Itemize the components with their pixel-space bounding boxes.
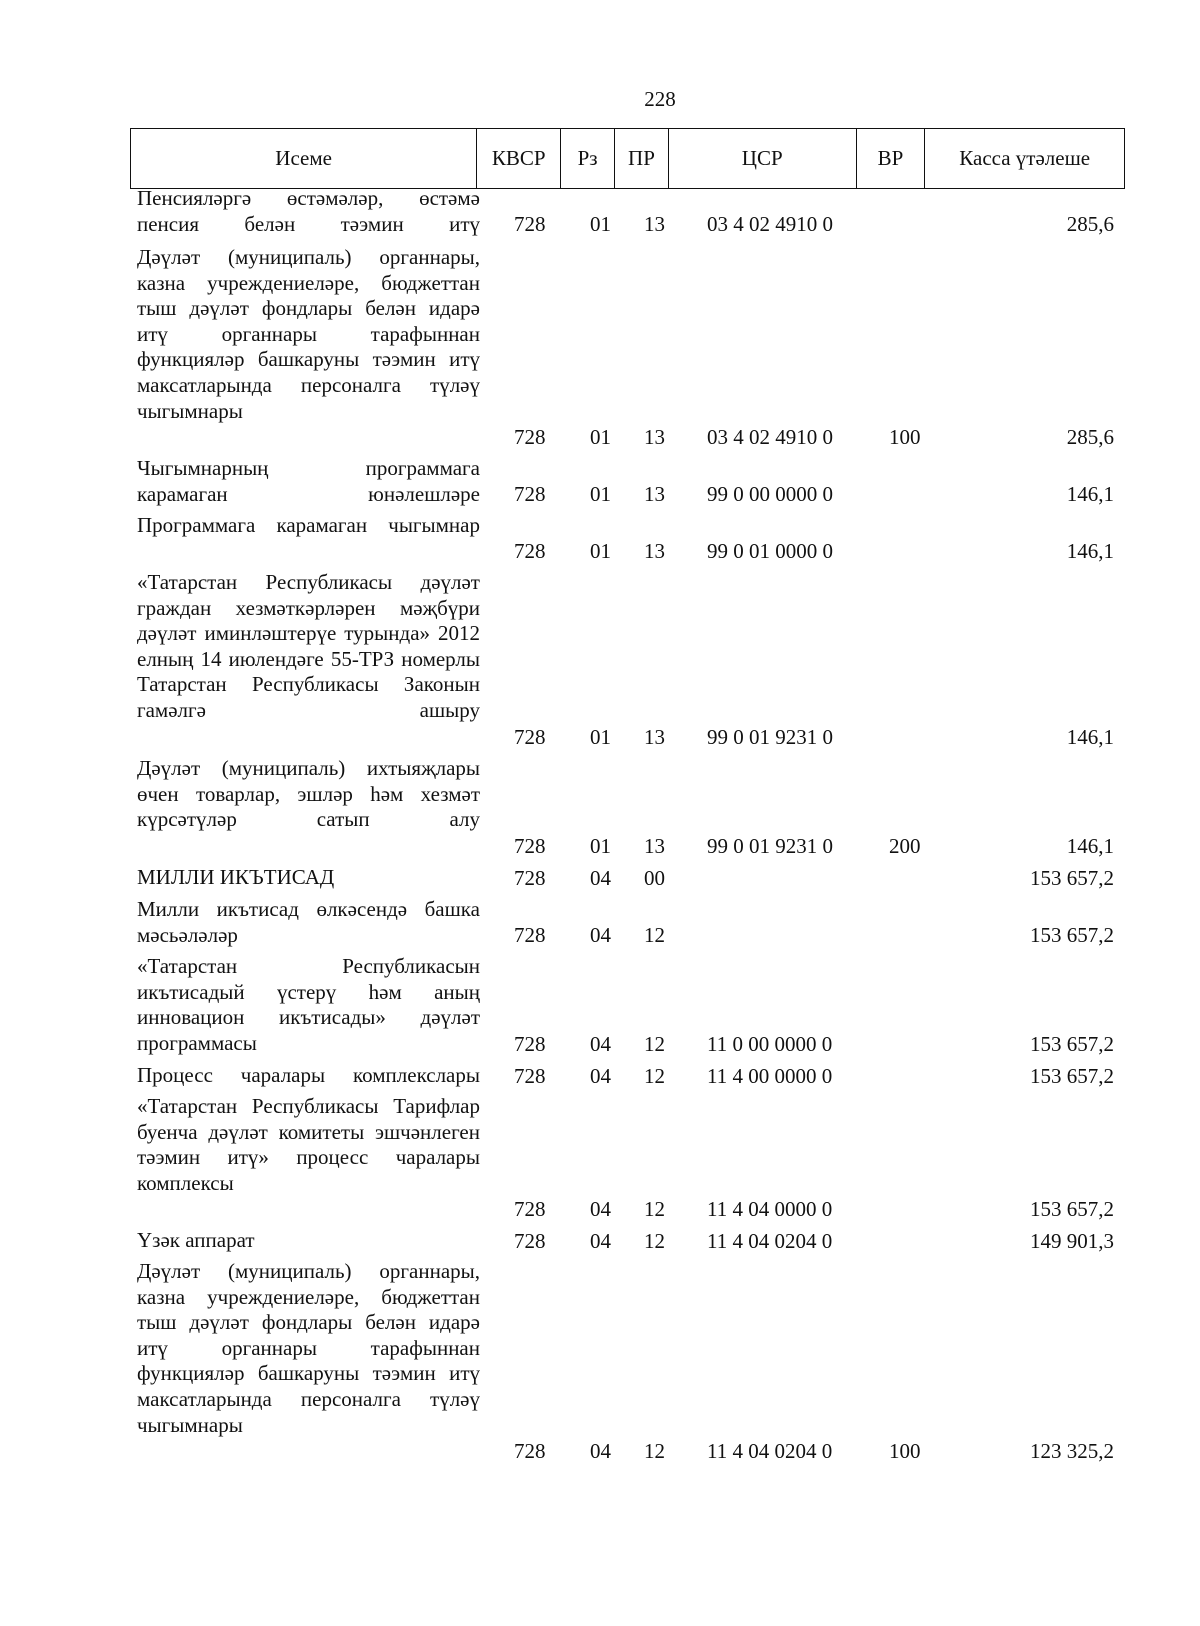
cell-csr: 99 0 01 0000 0 (707, 539, 833, 563)
row-name: Пенсияләргә өстәмәләр, өстәмә пенсия белән тәэмин итү (137, 186, 480, 236)
cell-vr: 200 (889, 834, 921, 858)
cell-kvsr: 728 (514, 1032, 546, 1056)
table-row (0, 756, 1200, 859)
cell-pr: 00 (644, 866, 665, 890)
row-name: Чыгымнарның программага карамаган юнәлешләре (137, 456, 480, 506)
cell-rz: 01 (590, 539, 611, 563)
cell-rz: 04 (590, 1064, 611, 1088)
table-row (0, 954, 1200, 1057)
cell-csr: 99 0 01 9231 0 (707, 725, 833, 749)
row-name: Дәүләт (муниципаль) органнары, казна учреждениеләре, бюджеттан тыш дәүләт фондлары белән идарә итү органнары тарафыннан функцияләр башкаруны тәэмин итү максатларында персоналга түләү чыгымнары (137, 245, 480, 423)
cell-amount: 285,6 (1066, 212, 1114, 236)
cell-pr: 13 (644, 725, 665, 749)
row-name: Үзәк аппарат (137, 1228, 255, 1252)
cell-csr: 11 0 00 0000 0 (707, 1032, 833, 1056)
header-csr: ЦСР (669, 129, 857, 188)
cell-amount: 146,1 (1066, 834, 1114, 858)
header-name: Исеме (131, 129, 477, 188)
cell-csr: 11 4 04 0000 0 (707, 1197, 833, 1221)
table-row (0, 1094, 1200, 1222)
table-header (130, 128, 1125, 189)
cell-pr: 12 (644, 1064, 665, 1088)
cell-pr: 13 (644, 212, 665, 236)
cell-amount: 153 657,2 (1030, 1032, 1114, 1056)
table-row (0, 1259, 1200, 1464)
table-row (0, 1228, 1200, 1254)
row-name: Процесс чаралары комплекслары (137, 1063, 480, 1087)
cell-amount: 153 657,2 (1030, 1064, 1114, 1088)
cell-rz: 01 (590, 725, 611, 749)
cell-rz: 01 (590, 425, 611, 449)
cell-kvsr: 728 (514, 834, 546, 858)
cell-csr: 03 4 02 4910 0 (707, 212, 833, 236)
cell-vr: 100 (889, 425, 921, 449)
header-pr: ПР (615, 129, 669, 188)
cell-amount: 146,1 (1066, 725, 1114, 749)
cell-rz: 01 (590, 482, 611, 506)
cell-pr: 12 (644, 1032, 665, 1056)
header-rz: Рз (561, 129, 615, 188)
cell-kvsr: 728 (514, 866, 546, 890)
cell-amount: 153 657,2 (1030, 923, 1114, 947)
cell-amount: 285,6 (1066, 425, 1114, 449)
cell-csr: 11 4 04 0204 0 (707, 1439, 833, 1463)
header-vr: ВР (857, 129, 926, 188)
cell-kvsr: 728 (514, 212, 546, 236)
cell-csr: 99 0 00 0000 0 (707, 482, 833, 506)
cell-pr: 12 (644, 1229, 665, 1253)
cell-amount: 123 325,2 (1030, 1439, 1114, 1463)
cell-vr: 100 (889, 1439, 921, 1463)
header-amount: Касса үтәлеше (959, 146, 1091, 170)
cell-rz: 04 (590, 923, 611, 947)
cell-amount: 146,1 (1066, 482, 1114, 506)
cell-rz: 04 (590, 1032, 611, 1056)
table-row (0, 245, 1200, 450)
row-name: МИЛЛИ ИКЪТИСАД (137, 865, 335, 889)
cell-pr: 13 (644, 834, 665, 858)
cell-kvsr: 728 (514, 482, 546, 506)
cell-rz: 04 (590, 1439, 611, 1463)
cell-amount: 153 657,2 (1030, 866, 1114, 890)
row-name: Программага карамаган чыгымнар (137, 513, 480, 537)
cell-pr: 13 (644, 482, 665, 506)
cell-rz: 04 (590, 1229, 611, 1253)
cell-kvsr: 728 (514, 539, 546, 563)
cell-kvsr: 728 (514, 1439, 546, 1463)
cell-kvsr: 728 (514, 725, 546, 749)
cell-rz: 04 (590, 866, 611, 890)
page-number: 228 (644, 87, 676, 111)
header-kvsr: КВСР (477, 129, 561, 188)
table-row (0, 897, 1200, 948)
cell-pr: 12 (644, 1439, 665, 1463)
row-name: «Татарстан Республикасын икътисадый үстерү һәм аның инновацион икътисады» дәүләт программасы (137, 954, 480, 1055)
table-row (0, 865, 1200, 891)
cell-csr: 11 4 04 0204 0 (707, 1229, 833, 1253)
cell-kvsr: 728 (514, 1197, 546, 1221)
cell-pr: 12 (644, 1197, 665, 1221)
row-name: Дәүләт (муниципаль) органнары, казна учреждениеләре, бюджеттан тыш дәүләт фондлары белән идарә итү органнары тарафыннан функцияләр башкаруны тәэмин итү максатларында персоналга түләү чыгымнары (137, 1259, 480, 1437)
cell-kvsr: 728 (514, 425, 546, 449)
cell-csr: 99 0 01 9231 0 (707, 834, 833, 858)
cell-amount: 149 901,3 (1030, 1229, 1114, 1253)
table-row (0, 186, 1200, 237)
cell-kvsr: 728 (514, 923, 546, 947)
table-row (0, 456, 1200, 507)
cell-amount: 153 657,2 (1030, 1197, 1114, 1221)
table-row (0, 570, 1200, 750)
row-name: «Татарстан Республикасы Тарифлар буенча дәүләт комитеты эшчәнлеген тәэмин итү» процесс чаралары комплексы (137, 1094, 480, 1195)
cell-pr: 13 (644, 425, 665, 449)
cell-rz: 04 (590, 1197, 611, 1221)
table-row (0, 513, 1200, 564)
cell-amount: 146,1 (1066, 539, 1114, 563)
row-name: Дәүләт (муниципаль) ихтыяҗлары өчен товарлар, эшләр һәм хезмәт күрсәтүләр сатып алу (137, 756, 480, 832)
cell-csr: 11 4 00 0000 0 (707, 1064, 833, 1088)
cell-pr: 13 (644, 539, 665, 563)
row-name: «Татарстан Республикасы дәүләт граждан хезмәткәрләрен мәҗбүри дәүләт иминләштерүе турында» 2012 елның 14 июлендәге 55-ТРЗ номерлы Татарстан Республикасы Законын гамәлгә ашыру (137, 570, 480, 722)
cell-rz: 01 (590, 834, 611, 858)
table-row (0, 1063, 1200, 1089)
cell-pr: 12 (644, 923, 665, 947)
cell-csr: 03 4 02 4910 0 (707, 425, 833, 449)
cell-kvsr: 728 (514, 1229, 546, 1253)
row-name: Милли икътисад өлкәсендә башка мәсьәләләр (137, 897, 480, 947)
cell-rz: 01 (590, 212, 611, 236)
cell-kvsr: 728 (514, 1064, 546, 1088)
